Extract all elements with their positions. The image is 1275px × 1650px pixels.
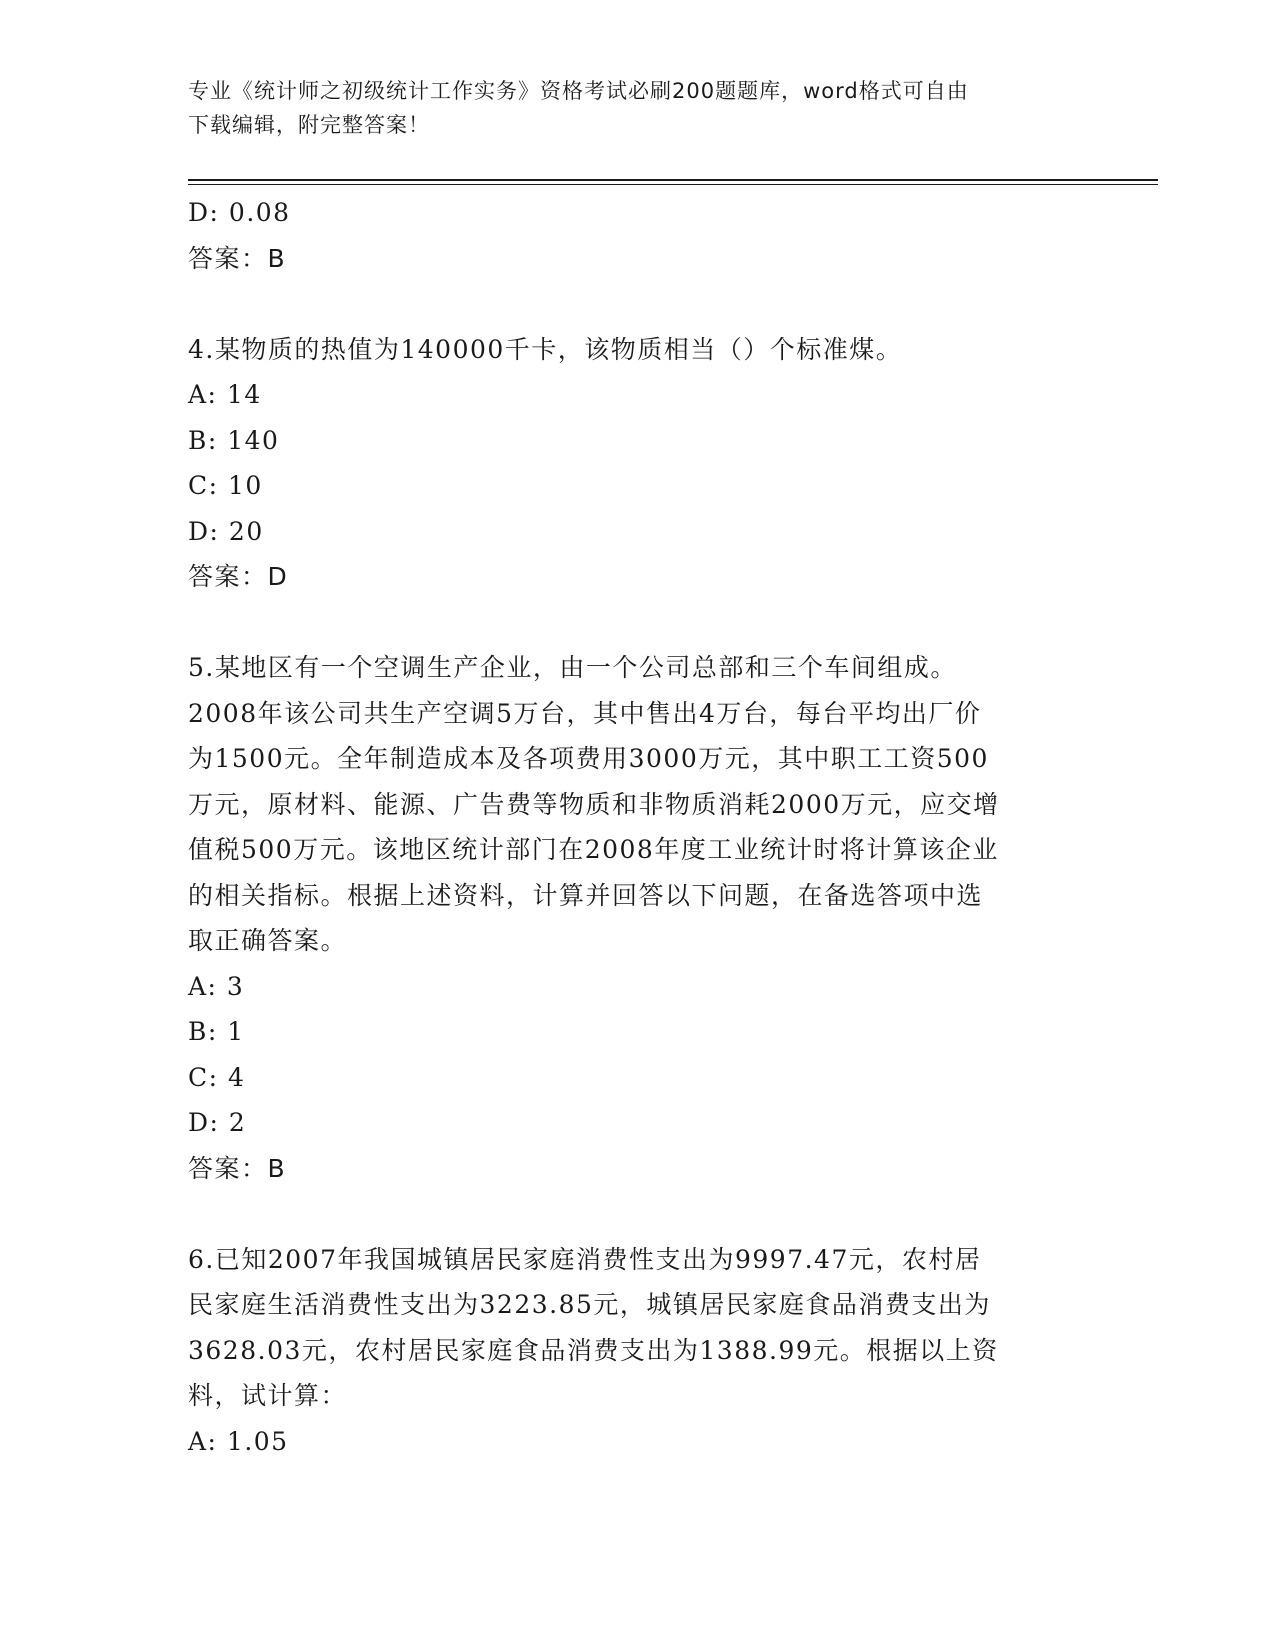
q5-stem-line: 值税500万元。该地区统计部门在2008年度工业统计时将计算该企业 xyxy=(188,835,999,864)
q6-stem-line: 料，试计算： xyxy=(188,1381,348,1410)
q5-stem-line: 万元，原材料、能源、广告费等物质和非物质消耗2000万元，应交增 xyxy=(188,789,1000,819)
q4-option-b: B: 140 xyxy=(188,425,280,455)
q6-stem-line: 3628.03元，农村居民家庭食品消费支出为1388.99元。根据以上资 xyxy=(188,1335,999,1365)
q3-answer: 答案：B xyxy=(188,243,287,273)
q6-option-a: A: 1.05 xyxy=(188,1426,289,1456)
q5-stem-line: 2008年该公司共生产空调5万台，其中售出4万台，每台平均出厂价 xyxy=(188,698,982,728)
q5-option-d: D: 2 xyxy=(188,1108,247,1137)
q5-answer: 答案：B xyxy=(188,1153,287,1183)
q4-answer: 答案：D xyxy=(188,562,289,591)
q4-option-d: D: 20 xyxy=(188,516,264,546)
q5-stem-line: 5.某地区有一个空调生产企业，由一个公司总部和三个车间组成。 xyxy=(188,653,957,682)
q5-stem-line: 为1500元。全年制造成本及各项费用3000万元，其中职工工资500 xyxy=(188,744,989,773)
q3-option-d: D: 0.08 xyxy=(188,198,291,227)
question-6 xyxy=(188,1237,1088,1465)
question-5 xyxy=(188,645,1088,1191)
spacer xyxy=(188,281,1088,327)
q5-option-c: C: 4 xyxy=(188,1062,246,1092)
spacer xyxy=(188,600,1088,646)
header-title-line-2: 下载编辑，附完整答案！ xyxy=(188,113,430,137)
q4-option-a: A: 14 xyxy=(188,380,262,409)
document-header xyxy=(188,74,1088,142)
q4-stem: 4.某物质的热值为140000千卡，该物质相当（）个标准煤。 xyxy=(188,334,903,364)
header-divider-thick xyxy=(188,179,1158,181)
question-content xyxy=(188,190,1088,1464)
header-divider-thin xyxy=(188,184,1158,185)
q5-stem-line: 取正确答案。 xyxy=(188,926,348,955)
q5-stem-line: 的相关指标。根据上述资料，计算并回答以下问题，在备选答项中选 xyxy=(188,880,984,910)
q6-stem-line: 民家庭生活消费性支出为3223.85元，城镇居民家庭食品消费支出为 xyxy=(188,1290,991,1319)
header-title-line-1: 专业《统计师之初级统计工作实务》资格考试必刷200题题库，word格式可自由 xyxy=(188,79,969,103)
question-4 xyxy=(188,327,1088,600)
spacer xyxy=(188,1191,1088,1237)
q4-option-c: C: 10 xyxy=(188,471,263,500)
q5-option-a: A: 3 xyxy=(188,971,245,1001)
q5-option-b: B: 1 xyxy=(188,1017,245,1046)
q6-stem-line: 6.已知2007年我国城镇居民家庭消费性支出为9997.47元，农村居 xyxy=(188,1244,982,1274)
